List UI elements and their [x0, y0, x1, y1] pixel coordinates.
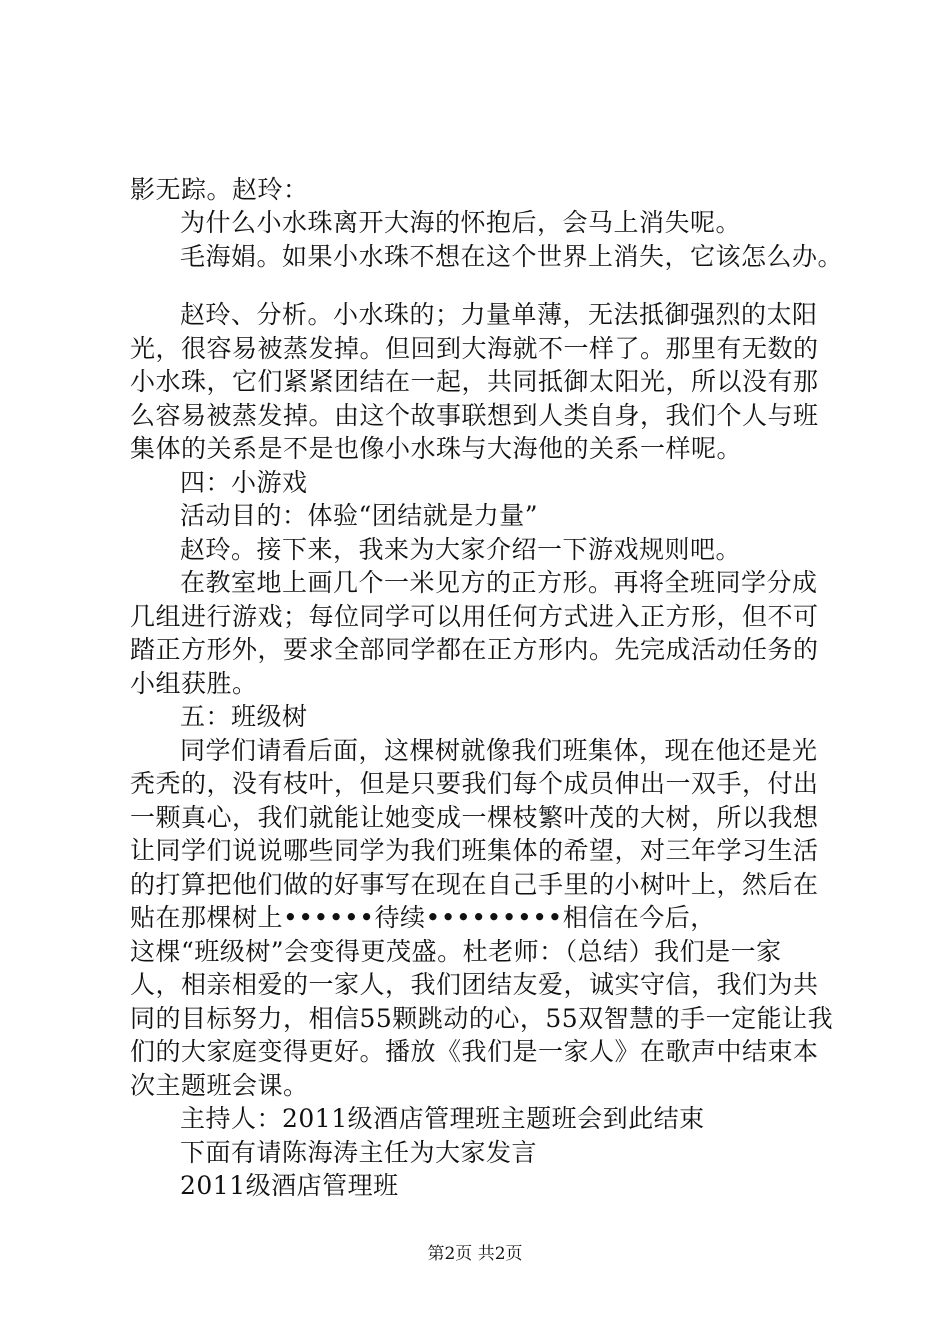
text-line: 活动目的：体验“团结就是力量” [180, 501, 539, 530]
text-line: 2011级酒店管理班 [180, 1171, 399, 1200]
text-line: 的打算把他们做的好事写在现在自己手里的小树叶上，然后在 [130, 870, 819, 899]
text-line: 踏正方形外，要求全部同学都在正方形内。先完成活动任务的 [130, 635, 819, 664]
text-line: 赵玲。接下来，我来为大家介绍一下游戏规则吧。 [180, 535, 742, 564]
text-line: 同学们请看后面，这棵树就像我们班集体，现在他还是光 [180, 736, 818, 765]
text-line: 赵玲、分析。小水珠的；力量单薄，无法抵御强烈的太阳 [180, 300, 818, 329]
text-line: 让同学们说说哪些同学为我们班集体的希望，对三年学习生活 [130, 836, 819, 865]
text-line: 影无踪。赵玲： [130, 175, 309, 204]
text-line: 小水珠，它们紧紧团结在一起，共同抵御太阳光，所以没有那 [130, 367, 819, 396]
text-line: 小组获胜。 [130, 669, 258, 698]
text-line: 人，相亲相爱的一家人，我们团结友爱，诚实守信，我们为共 [130, 970, 819, 999]
text-line: 主持人：2011级酒店管理班主题班会到此结束 [180, 1104, 705, 1133]
section-heading: 四：小游戏 [180, 468, 308, 497]
text-line: 下面有请陈海涛主任为大家发言 [180, 1138, 538, 1167]
section-heading: 五：班级树 [180, 702, 308, 731]
text-line: 秃秃的，没有枝叶，但是只要我们每个成员伸出一双手，付出 [130, 769, 819, 798]
text-line: 在教室地上画几个一米见方的正方形。再将全班同学分成 [180, 568, 818, 597]
text-line: 为什么小水珠离开大海的怀抱后，会马上消失呢。 [180, 208, 742, 237]
text-line: 几组进行游戏；每位同学可以用任何方式进入正方形，但不可 [130, 602, 819, 631]
text-line: 这棵“班级树”会变得更茂盛。杜老师：（总结）我们是一家 [130, 937, 782, 966]
text-line: 次主题班会课。 [130, 1071, 309, 1100]
text-line: 集体的关系是不是也像小水珠与大海他的关系一样呢。 [130, 434, 743, 463]
text-line: 们的大家庭变得更好。播放《我们是一家人》在歌声中结束本 [130, 1037, 819, 1066]
page-number-footer: 第2页 共2页 [427, 1244, 523, 1264]
text-line: 一颗真心，我们就能让她变成一棵枝繁叶茂的大树，所以我想 [130, 803, 819, 832]
text-line: 么容易被蒸发掉。由这个故事联想到人类自身，我们个人与班 [130, 401, 819, 430]
text-line: 毛海娟。如果小水珠不想在这个世界上消失，它该怎么办。 [180, 242, 844, 271]
text-line: 光，很容易被蒸发掉。但回到大海就不一样了。那里有无数的 [130, 334, 819, 363]
text-line: 同的目标努力，相信55颗跳动的心，55双智慧的手一定能让我 [130, 1004, 834, 1033]
text-line: 贴在那棵树上••••••待续•••••••••相信在今后， [130, 903, 716, 932]
